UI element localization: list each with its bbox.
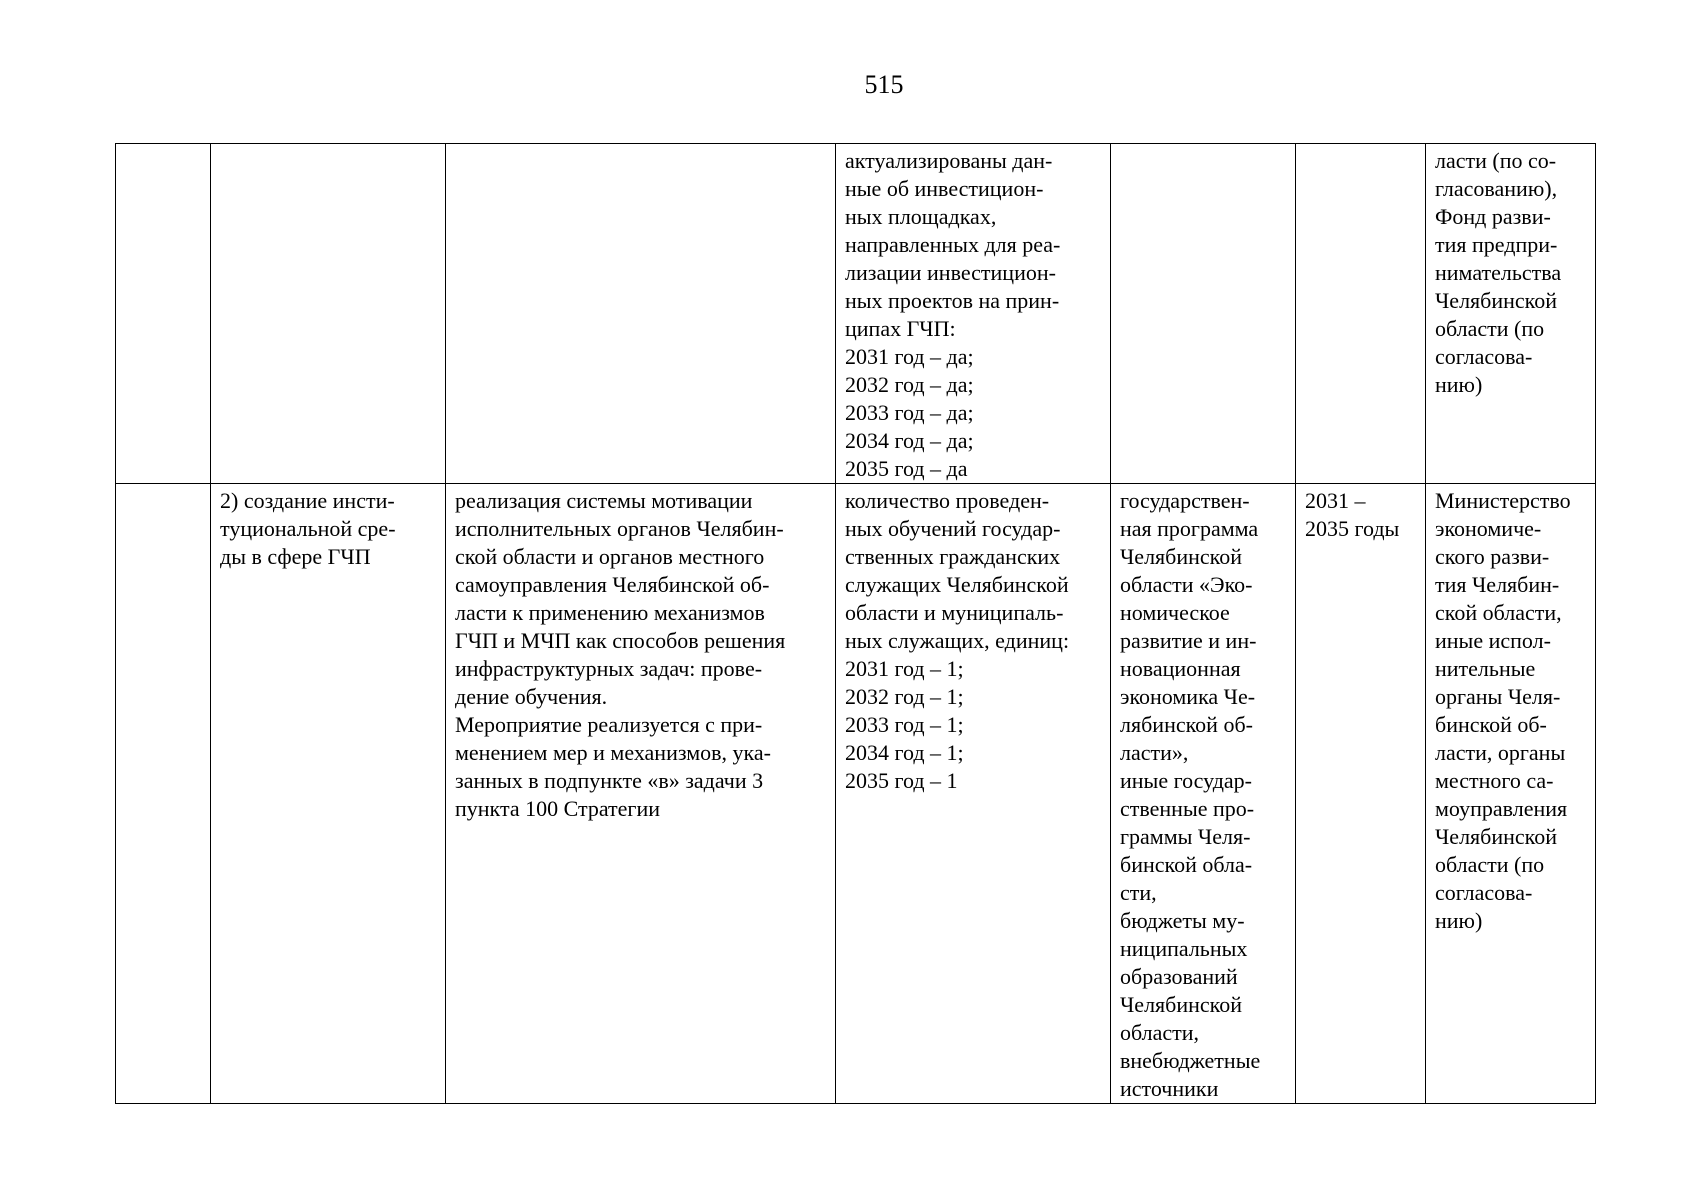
cell-activity: реализация системы мотивации исполнительных органов Челябин- ской области и органов местного самоуправления Челябинской об- ласти к применению механизмов ГЧП и МЧП как способов решения инфраструктурных задач: прове- дение обучения. Мероприятие реализуется с при- менением мер и механизмов, ука- занных в подпункте «в» задачи 3 пункта 100 Стратегии	[446, 484, 836, 1104]
cell-task	[211, 144, 446, 484]
cell-source: государствен- ная программа Челябинской области «Эко- номическое развитие и ин- новационная экономика Че- лябинской об- ласти», иные государ- ственные про- граммы Челя- бинской обла- сти, бюджеты му- ниципальных образований Челябинской области, внебюджетные источники	[1111, 484, 1296, 1104]
cell-number	[116, 144, 211, 484]
cell-executor: Министерство экономиче- ского разви- тия Челябин- ской области, иные испол- нительные органы Челя- бинской об- ласти, органы местного са- моуправления Челябинской области (по согласова- нию)	[1426, 484, 1596, 1104]
table-row	[116, 144, 1596, 484]
cell-activity	[446, 144, 836, 484]
cell-number	[116, 484, 211, 1104]
cell-executor: ласти (по со- гласованию), Фонд разви- тия предпри- нимательства Челябинской области (по согласова- нию)	[1426, 144, 1596, 484]
cell-period	[1296, 144, 1426, 484]
cell-period: 2031 – 2035 годы	[1296, 484, 1426, 1104]
cell-task: 2) создание инсти- туциональной сре- ды в сфере ГЧП	[211, 484, 446, 1104]
activities-table	[115, 143, 1596, 1104]
table-row	[116, 484, 1596, 1104]
cell-indicator: количество проведен- ных обучений государ- ственных гражданских служащих Челябинской области и муниципаль- ных служащих, единиц: 2031 год – 1; 2032 год – 1; 2033 год – 1; 2034 год – 1; 2035 год – 1	[836, 484, 1111, 1104]
cell-source	[1111, 144, 1296, 484]
cell-indicator: актуализированы дан- ные об инвестицион- ных площадках, направленных для реа- лизации инвестицион- ных проектов на прин- ципах ГЧП: 2031 год – да; 2032 год – да; 2033 год – да; 2034 год – да; 2035 год – да	[836, 144, 1111, 484]
page-number: 515	[864, 70, 904, 99]
